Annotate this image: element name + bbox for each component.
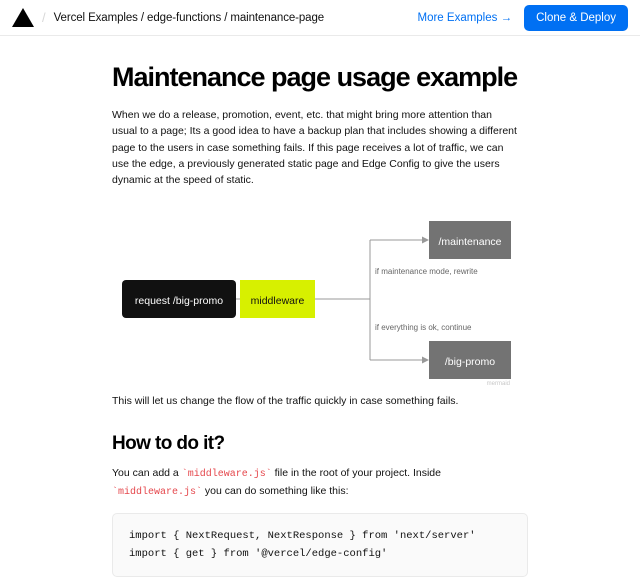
node-maintenance-label: /maintenance: [438, 236, 502, 249]
flow-diagram: [112, 210, 528, 388]
header-separator: /: [42, 10, 46, 25]
howto-text-2: file in the root of your project. Inside: [271, 467, 441, 480]
inline-code-middleware-1: `middleware.js`: [181, 469, 272, 481]
edge-label-rewrite: if maintenance mode, rewrite: [375, 267, 478, 277]
vercel-triangle-logo-icon[interactable]: [12, 7, 34, 29]
howto-heading: How to do it?: [112, 433, 225, 455]
howto-text-1: You can add a: [112, 467, 182, 480]
inline-code-middleware-2: `middleware.js`: [112, 487, 203, 499]
clone-and-deploy-button[interactable]: Clone & Deploy: [524, 5, 628, 31]
node-bigpromo-label: /big-promo: [444, 356, 496, 369]
flow-diagram-svg: [112, 210, 528, 388]
header-actions: [418, 5, 629, 31]
edge-label-continue: if everything is ok, continue: [375, 323, 472, 333]
page-title: Maintenance page usage example: [112, 62, 518, 92]
node-request-label: request /big-promo: [134, 295, 224, 308]
main-content: [0, 36, 640, 577]
breadcrumb[interactable]: Vercel Examples / edge-functions / maintenance-page: [53, 11, 325, 24]
more-examples-link[interactable]: More Examples →: [417, 11, 513, 24]
howto-text-3: you can do something like this:: [202, 485, 349, 498]
after-diagram-paragraph: This will let us change the flow of the traffic quickly in case something fails.: [112, 395, 459, 408]
node-middleware-label: middleware: [250, 295, 305, 308]
howto-paragraph: [112, 465, 522, 501]
top-header: [0, 0, 640, 36]
diagram-watermark: mermaid: [486, 381, 510, 388]
intro-paragraph: When we do a release, promotion, event, etc. that might bring more attention than usual to a page; Its a good idea to have a backup plan that includes showing a different page to the users in case something fails. If this page receives a lot of traffic, we can use the edge, a previously generated static page and Edge Config to give the users dynamic at the speed of static.: [112, 109, 517, 187]
code-block: import { NextRequest, NextResponse } from 'next/server' import { get } from '@vercel/edge-config': [112, 513, 528, 577]
